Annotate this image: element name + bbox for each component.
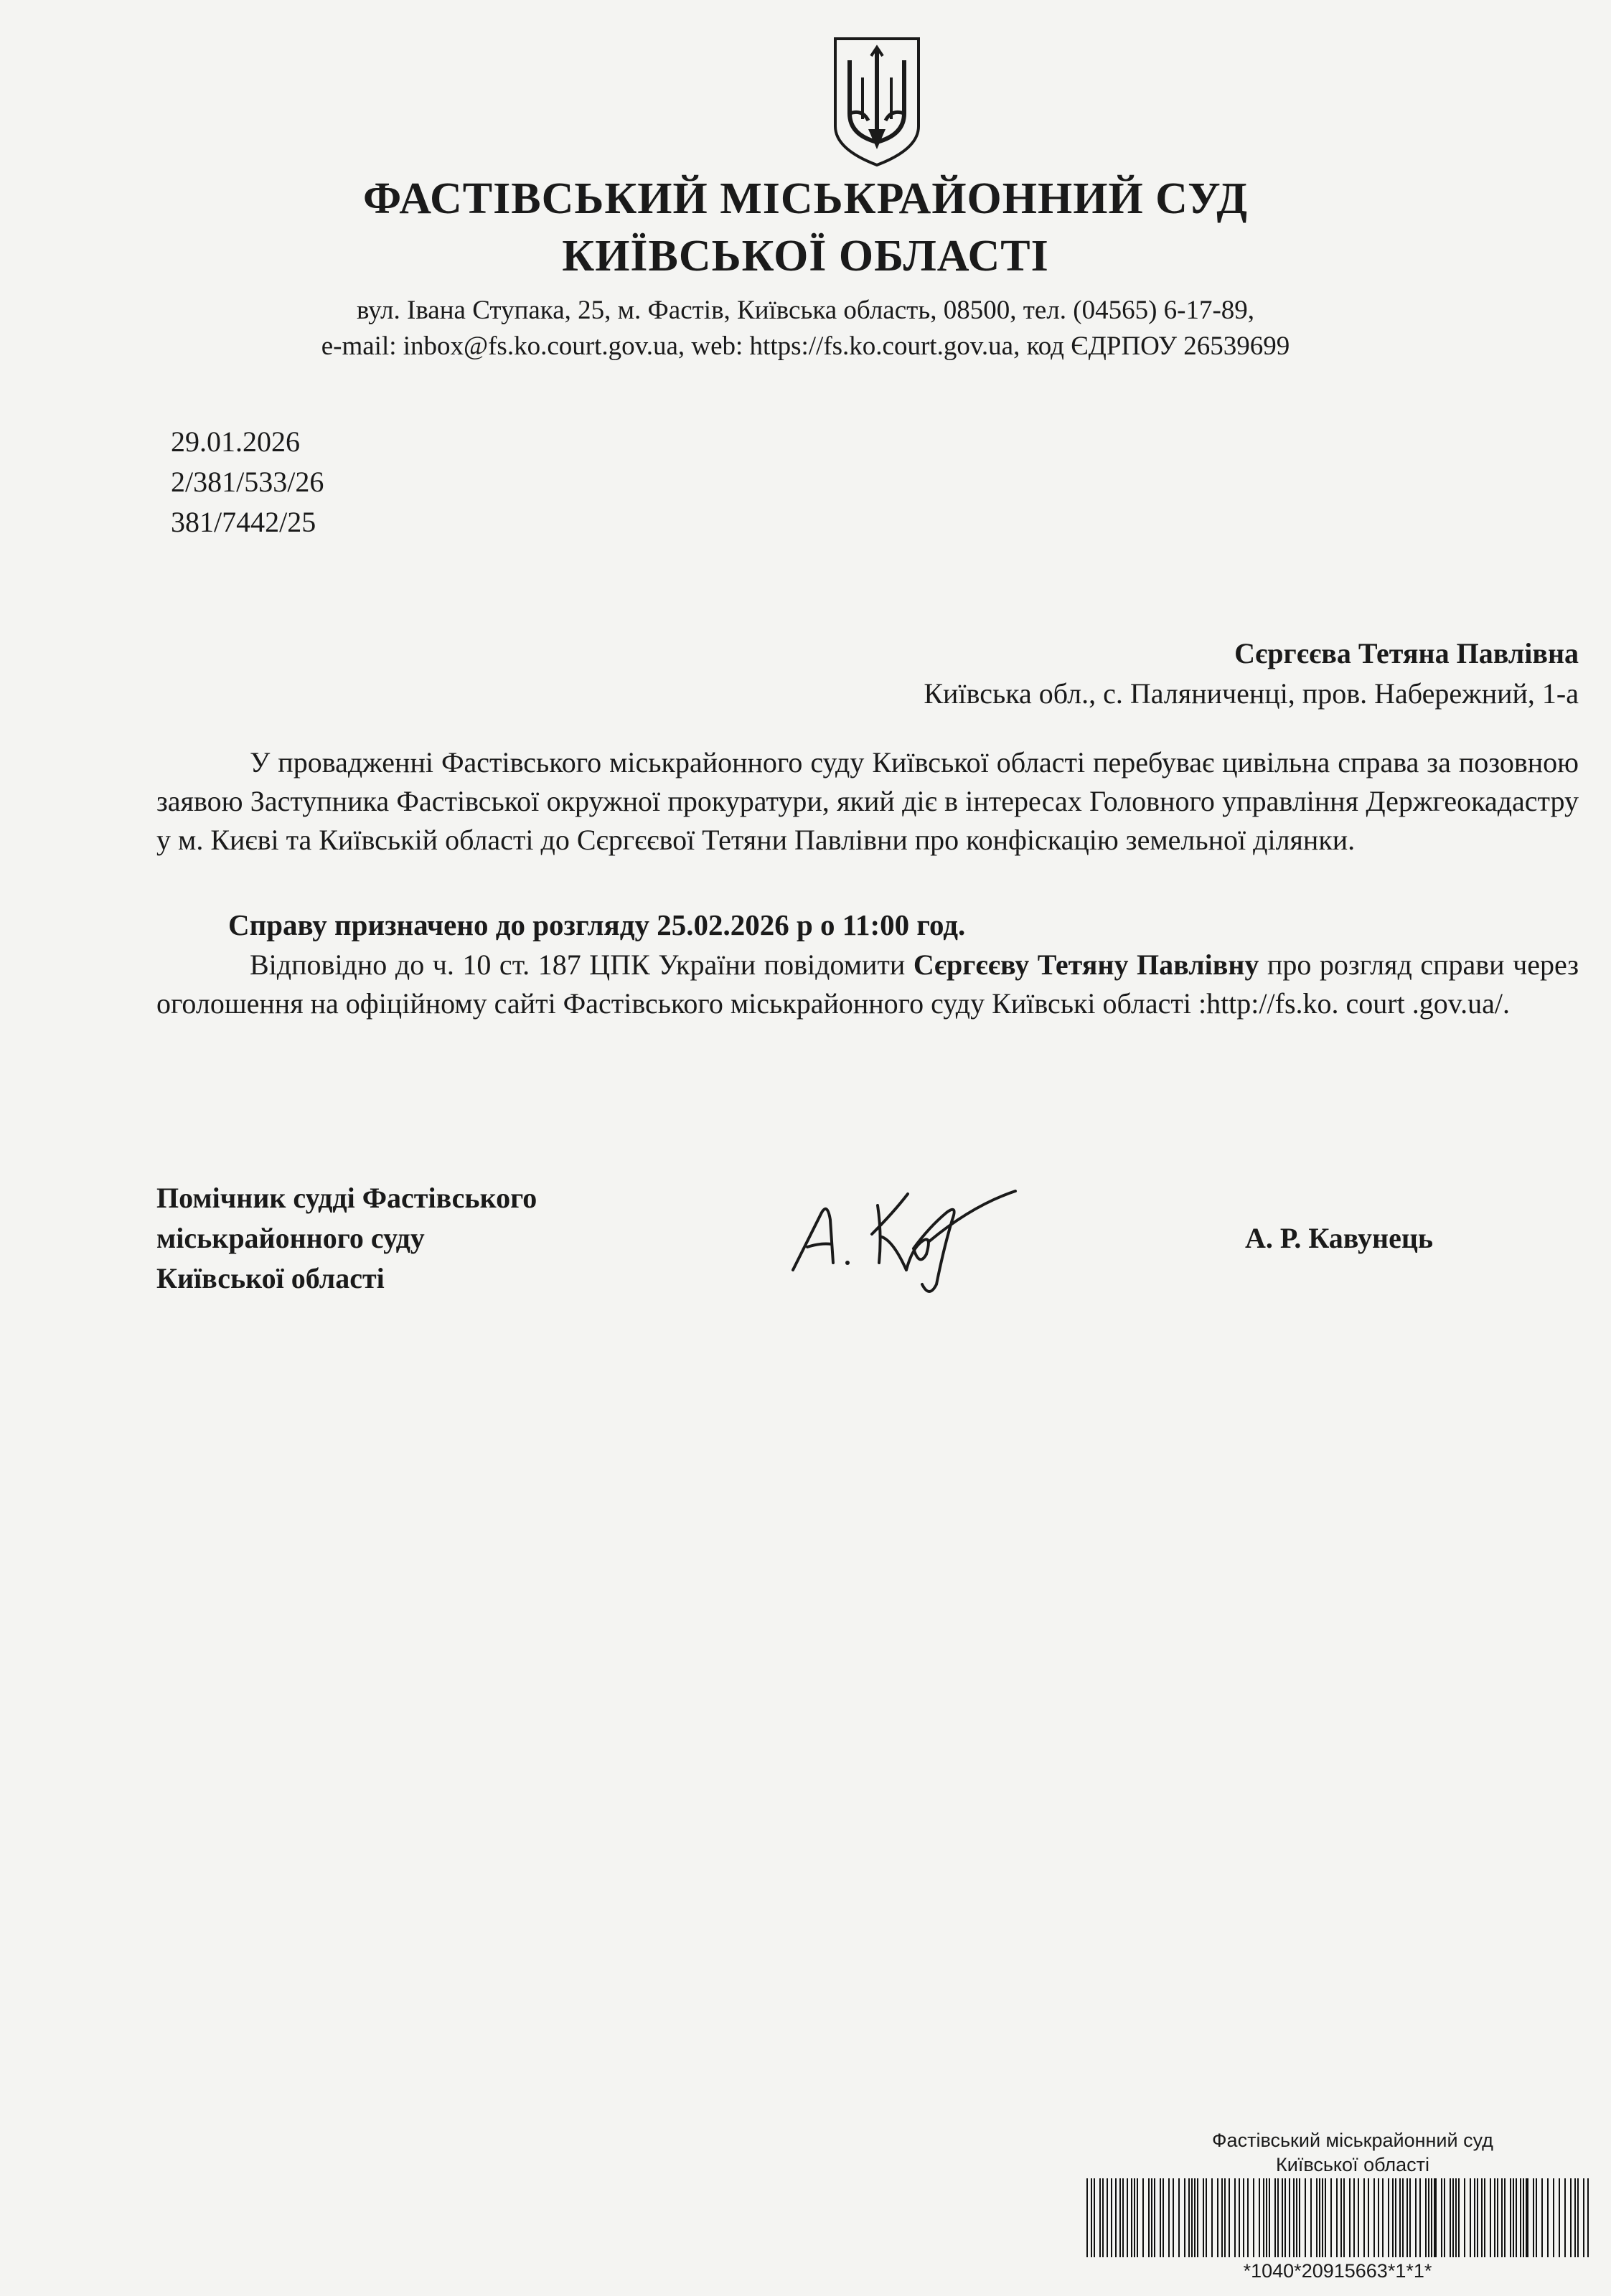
barcode-bar [1319, 2178, 1320, 2257]
barcode-bar [1516, 2178, 1517, 2257]
barcode-bar [1107, 2178, 1108, 2257]
barcode-bar [1470, 2178, 1471, 2257]
barcode-bar [1583, 2178, 1584, 2257]
barcode-bar [1127, 2178, 1128, 2257]
barcode-bar [1464, 2178, 1465, 2257]
barcode-bar [1425, 2178, 1427, 2257]
barcode-bar [1564, 2178, 1566, 2257]
barcode-bar [1409, 2178, 1411, 2257]
barcode-bar [1349, 2178, 1351, 2257]
barcode-bar [1289, 2178, 1290, 2257]
barcode-bar [1269, 2178, 1270, 2257]
barcode-bar [1336, 2178, 1338, 2257]
barcode-bar [1316, 2178, 1318, 2257]
barcode-bar [1570, 2178, 1572, 2257]
barcode-bar [1419, 2178, 1421, 2257]
barcode-bar [1148, 2178, 1150, 2257]
barcode-bar [1392, 2178, 1394, 2257]
barcode-bar [1194, 2178, 1196, 2257]
barcode-bar [1452, 2178, 1454, 2257]
barcode-bar [1310, 2178, 1312, 2257]
barcode-bar [1277, 2178, 1279, 2257]
barcode-bar [1481, 2178, 1483, 2257]
barcode-bar [1322, 2178, 1323, 2257]
barcode-bar [1363, 2178, 1365, 2257]
barcode-bar [1115, 2178, 1117, 2257]
barcode-bar [1484, 2178, 1485, 2257]
barcode-bar [1259, 2178, 1260, 2257]
barcode-bar [1501, 2178, 1503, 2257]
barcode-bar [1284, 2178, 1286, 2257]
barcode-bar [1523, 2178, 1524, 2257]
body-paragraph-3 [156, 946, 1579, 1023]
barcode-bar [1373, 2178, 1375, 2257]
recipient-address: Київська обл., с. Паляниченці, пров. Набережний, 1-а [924, 677, 1579, 710]
paragraph3-name: Сєргєєву Тетяну Павлівну [913, 949, 1259, 981]
barcode-bar [1434, 2178, 1437, 2257]
barcode-bar [1536, 2178, 1537, 2257]
barcode-bar [1173, 2178, 1174, 2257]
barcode-bar [1541, 2178, 1543, 2257]
barcode-bar [1559, 2178, 1560, 2257]
barcode-bar [1160, 2178, 1161, 2257]
barcode-bar [1263, 2178, 1264, 2257]
barcode-bar [1266, 2178, 1267, 2257]
barcode-bar [1168, 2178, 1170, 2257]
court-address: вул. Івана Ступака, 25, м. Фастів, Київська область, 08500, тел. (04565) 6-17-89, [356, 296, 1255, 325]
barcode-bar [1151, 2178, 1152, 2257]
outgoing-number: 2/381/533/26 [171, 466, 324, 498]
barcode-bar [1253, 2178, 1254, 2257]
barcode-bar [1474, 2178, 1475, 2257]
court-name-line1: ФАСТІВСЬКИЙ МІСЬКРАЙОННИЙ СУД [362, 174, 1249, 223]
barcode-bar [1224, 2178, 1226, 2257]
barcode-bar [1111, 2178, 1112, 2257]
barcode-bar [1513, 2178, 1514, 2257]
barcode-bar [1131, 2178, 1132, 2257]
stamp-court-line1: Фастівський міськрайонний суд [1212, 2130, 1493, 2151]
barcode-bar [1382, 2178, 1384, 2257]
barcode-bar [1247, 2178, 1249, 2257]
position-line3: Київської області [156, 1262, 385, 1294]
barcode-bar [1428, 2178, 1429, 2257]
barcode-number: *1040*20915663*1*1* [1243, 2260, 1432, 2282]
barcode-bar [1296, 2178, 1297, 2257]
barcode-bar [1406, 2178, 1408, 2257]
barcode-bar [1191, 2178, 1193, 2257]
barcode-bar [1388, 2178, 1389, 2257]
barcode-bar [1142, 2178, 1144, 2257]
barcode-bar [1395, 2178, 1396, 2257]
paragraph3-end: про розгляд справи через оголошення на офіційному сайті Фастівського міськрайонного суду Київські області :http://fs.ko. court .gov.ua/. [156, 949, 1579, 1020]
barcode-bar [1178, 2178, 1180, 2257]
barcode-bar [1203, 2178, 1204, 2257]
barcode-bar [1325, 2178, 1326, 2257]
barcode-bar [1330, 2178, 1332, 2257]
barcode-bar [1441, 2178, 1442, 2257]
position-line1: Помічник судді Фастівського [156, 1182, 537, 1214]
barcode-bar [1533, 2178, 1534, 2257]
document-date: 29.01.2026 [171, 425, 300, 458]
barcode-bar [1587, 2178, 1589, 2257]
handwritten-signature [786, 1162, 1044, 1299]
barcode-bar [1402, 2178, 1404, 2257]
barcode-bar [1099, 2178, 1101, 2257]
barcode-bar [1091, 2178, 1092, 2257]
barcode-bar [1211, 2178, 1213, 2257]
barcode-bar [1353, 2178, 1355, 2257]
barcode-bar [1134, 2178, 1135, 2257]
barcode-bar [1305, 2178, 1306, 2257]
court-contacts: e-mail: inbox@fs.ko.court.gov.ua, web: https://fs.ko.court.gov.ua, код ЄДРПОУ 26539699 [321, 331, 1290, 361]
barcode-bar [1553, 2178, 1554, 2257]
stamp-court-line2: Київської області [1276, 2154, 1429, 2175]
barcode-bar [1574, 2178, 1576, 2257]
barcode-bar [1163, 2178, 1164, 2257]
barcode-bar [1343, 2178, 1345, 2257]
barcode-bar [1274, 2178, 1276, 2257]
barcode-bar [1206, 2178, 1207, 2257]
barcode-bar [1378, 2178, 1379, 2257]
barcode-bar [1122, 2178, 1124, 2257]
paragraph3-start: Відповідно до ч. 10 ст. 187 ЦПК України повідомити [250, 949, 913, 981]
barcode-bar [1234, 2178, 1236, 2257]
barcode-bar [1368, 2178, 1369, 2257]
position-line2: міськрайонного суду [156, 1222, 425, 1254]
recipient-name: Сєргєєва Тетяна Павлівна [1234, 637, 1579, 669]
barcode-bar [1504, 2178, 1506, 2257]
barcode-bar [1490, 2178, 1491, 2257]
barcode-bar [1184, 2178, 1185, 2257]
barcode-bar [1239, 2178, 1240, 2257]
barcode-bar [1444, 2178, 1445, 2257]
barcode-bar [1188, 2178, 1190, 2257]
barcode-bar [1450, 2178, 1451, 2257]
barcode-bar [1455, 2178, 1457, 2257]
barcode-bar [1510, 2178, 1511, 2257]
barcode-bar [1102, 2178, 1104, 2257]
barcode-bar [1399, 2178, 1401, 2257]
barcode-bar [1229, 2178, 1230, 2257]
court-name-line2: КИЇВСЬКОЇ ОБЛАСТІ [562, 232, 1049, 281]
barcode-bar [1477, 2178, 1478, 2257]
barcode-bar [1221, 2178, 1223, 2257]
case-number: 381/7442/25 [171, 506, 316, 538]
signer-position [156, 1178, 537, 1299]
barcode-bar [1431, 2178, 1432, 2257]
barcode-bar [1497, 2178, 1498, 2257]
signer-name: А. Р. Кавунець [1245, 1222, 1434, 1254]
barcode-bar [1282, 2178, 1283, 2257]
trident-emblem-icon [831, 34, 923, 168]
barcode-bar [1358, 2178, 1359, 2257]
barcode-bar [1415, 2178, 1417, 2257]
barcode-bar [1526, 2178, 1528, 2257]
barcode-bar [1340, 2178, 1342, 2257]
barcode-bar [1094, 2178, 1095, 2257]
barcode-bar [1520, 2178, 1521, 2257]
barcode-bar [1243, 2178, 1244, 2257]
hearing-notice: Справу призначено до розгляду 25.02.2026 р о 11:00 год. [228, 908, 966, 941]
barcode-bar [1458, 2178, 1460, 2257]
barcode-bar [1217, 2178, 1218, 2257]
barcode-bar [1494, 2178, 1495, 2257]
barcode-bar [1086, 2178, 1088, 2257]
body-paragraph-1: У провадженні Фастівського міськрайонного суду Київської області перебуває цивільна справа за позовною заявою Заступника Фастівської окружної прокуратури, який діє в інтересах Головного управління Держгеокадастру у м. Києві та Київській області до Сєргєєвої Тетяни Павлівни про конфіскацію земельної ділянки. [156, 746, 1579, 856]
barcode-bar [1293, 2178, 1295, 2257]
barcode [1086, 2178, 1589, 2257]
barcode-bar [1197, 2178, 1198, 2257]
barcode-bar [1119, 2178, 1121, 2257]
barcode-bar [1137, 2178, 1138, 2257]
barcode-bar [1154, 2178, 1155, 2257]
barcode-bar [1577, 2178, 1579, 2257]
barcode-bar [1299, 2178, 1300, 2257]
barcode-bar [1547, 2178, 1549, 2257]
